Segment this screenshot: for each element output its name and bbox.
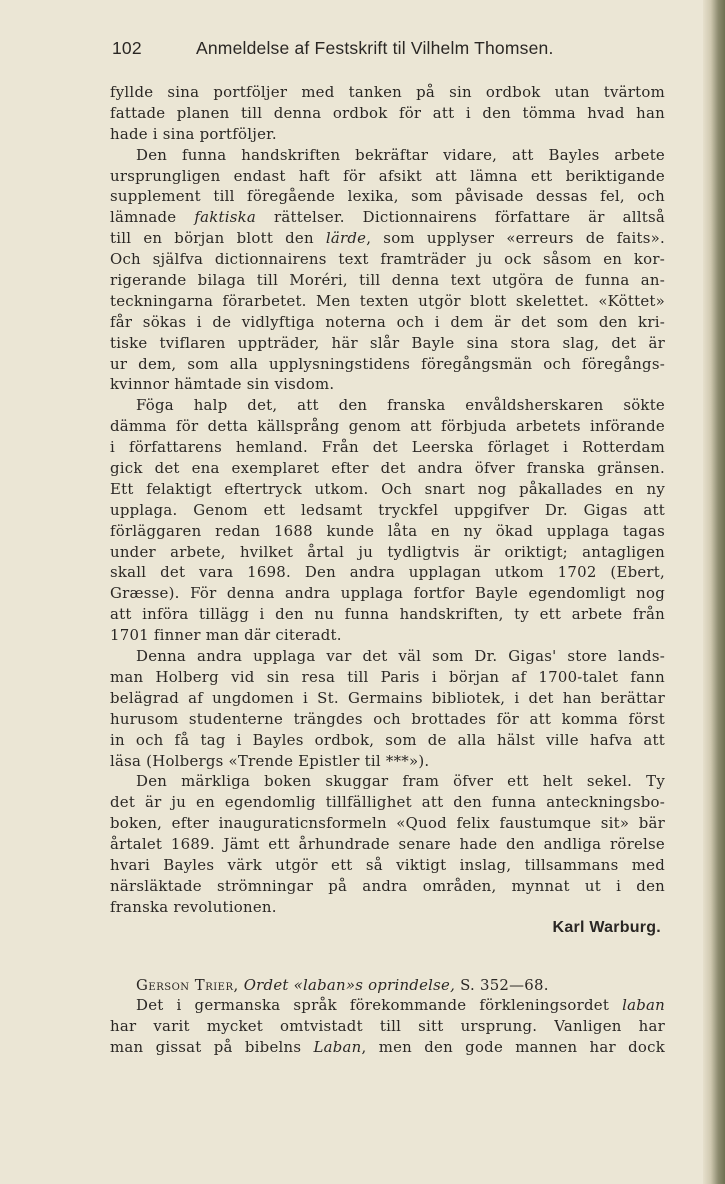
title-run: »s oprindelse, bbox=[345, 975, 456, 994]
text-line: att införa tillägg i den nu funna handskriften, ty ett arbete från bbox=[110, 605, 665, 624]
text-line: Denna andra upplaga var det väl som Dr. Gigas' store lands- bbox=[136, 647, 665, 666]
text-line: gick det ena exemplaret efter det andra öfver franska gränsen. bbox=[110, 459, 665, 478]
text-line: närsläktade strömningar på andra områden, mynnat ut i den bbox=[110, 876, 665, 895]
text-line: boken, efter inauguraticnsformeln «Quod felix faustumque sit» bär bbox=[110, 814, 665, 833]
text-line: Den märkliga boken skuggar fram öfver ett helt sekel. Ty bbox=[136, 772, 665, 791]
text-line: förläggaren redan 1688 kunde låta en ny ökad upplaga tagas bbox=[110, 521, 665, 540]
text-line: Græsse). För denna andra upplaga fortfor Bayle egendomligt nog bbox=[110, 584, 665, 603]
text-line: i författarens hemland. Från det Leerska förlaget i Rotterdam bbox=[110, 438, 665, 457]
section-gap bbox=[110, 939, 665, 975]
text-line bbox=[110, 1037, 665, 1058]
text-line: ur dem, som alla upplysningstidens föregångsmän och föregångs- bbox=[110, 354, 665, 373]
text-line: skall det vara 1698. Den andra upplagan utkom 1702 (Ebert, bbox=[110, 563, 665, 582]
text-line: under arbete, hvilket årtal ju tydligtvis är oriktigt; antagligen bbox=[110, 542, 665, 561]
text-line: Och själfva dictionnairens text framträder ju ock såsom en kor- bbox=[110, 250, 665, 269]
text-line: det är ju en egendomlig tillfällighet att den funna anteckningsbo- bbox=[110, 793, 665, 812]
title-run: Ordet « bbox=[243, 975, 303, 994]
text-line: dämma för detta källsprång genom att förbjuda arbetets införande bbox=[110, 417, 665, 436]
text-line: får sökas i de vidlyftiga noterna och i dem är det som den kri- bbox=[110, 312, 665, 331]
page-range: S. 352—68. bbox=[460, 975, 549, 994]
text-run: , men den gode mannen har dock bbox=[361, 1038, 665, 1057]
emphasis: laban bbox=[622, 996, 665, 1015]
text-line: tiske tviflaren uppträder, här slår Bayle sina stora slag, det är bbox=[110, 333, 665, 352]
text-line: Den funna handskriften bekräftar vidare, att Bayles arbete bbox=[136, 145, 665, 164]
title-run: laban bbox=[302, 975, 346, 994]
text-line: upplaga. Genom ett ledsamt tryckfel uppgifver Dr. Gigas att bbox=[110, 500, 665, 519]
text-line: hurusom studenterne trängdes och brottades för att komma först bbox=[110, 709, 665, 728]
running-title: Anmeldelse af Festskrift til Vilhelm Thomsen. bbox=[196, 38, 554, 58]
text-line: har varit mycket omtvistadt till sitt ursprung. Vanligen har bbox=[110, 1017, 665, 1036]
emphasis: faktiska bbox=[194, 208, 257, 227]
text-line: årtalet 1689. Jämt ett århundrade senare hade den andliga rörelse bbox=[110, 835, 665, 854]
text-line: man Holberg vid sin resa till Paris i början af 1700-talet fann bbox=[110, 667, 665, 686]
text-line: Föga halp det, att den franska envåldsherskaren sökte bbox=[136, 396, 665, 415]
text-run: Det i germanska språk förekommande förkleningsordet bbox=[136, 996, 623, 1015]
text-line bbox=[110, 207, 665, 228]
running-header bbox=[112, 38, 554, 59]
text-line: Ett felaktigt eftertryck utkom. Och snart nog påkallades en ny bbox=[110, 479, 665, 498]
text-line: fattade planen till denna ordbok för att i den tömma hvad han bbox=[110, 103, 665, 122]
text-line: ursprungligen endast haft för afsikt att lämna ett beriktigande bbox=[110, 166, 665, 185]
text-line bbox=[110, 228, 665, 249]
text-run: man gissat på bibelns bbox=[110, 1038, 314, 1057]
emphasis: Laban bbox=[313, 1038, 362, 1057]
text-line: läsa (Holbergs «Trende Epistler til ***»). bbox=[110, 751, 430, 770]
text-line bbox=[110, 995, 665, 1016]
text-run: rättelser. Dictionnairens författare är alltså bbox=[256, 208, 665, 227]
text-line: fyllde sina portföljer med tanken på sin ordbok utan tvärtom bbox=[110, 83, 665, 101]
page-number: 102 bbox=[112, 38, 142, 58]
emphasis: lärde bbox=[325, 229, 367, 248]
author-name: Gerson Trier, bbox=[136, 975, 239, 994]
text-run: till en början blott den bbox=[110, 229, 326, 248]
signature: Karl Warburg. bbox=[552, 918, 661, 936]
work-title bbox=[244, 976, 455, 994]
body-text bbox=[110, 82, 665, 1058]
text-line: hade i sina portföljer. bbox=[110, 124, 277, 143]
text-line: rigerande bilaga till Moréri, till denna text utgöra de funna an- bbox=[110, 271, 665, 290]
text-run: lämnade bbox=[110, 208, 195, 227]
text-line: hvari Bayles värk utgör ett så viktigt inslag, tillsammans med bbox=[110, 855, 665, 874]
text-line: franska revolutionen. bbox=[110, 897, 277, 916]
text-run: , som upplyser «erreurs de faits». bbox=[366, 229, 665, 248]
text-line: supplement till föregående lexika, som påvisade dessas fel, och bbox=[110, 187, 665, 206]
text-line: kvinnor hämtade sin visdom. bbox=[110, 375, 335, 394]
text-line: belägrad af ungdomen i St. Germains bibliotek, i det han berättar bbox=[110, 688, 665, 707]
text-line: 1701 finner man där citeradt. bbox=[110, 626, 342, 645]
text-line: in och få tag i Bayles ordbok, som de alla hälst ville hafva att bbox=[110, 730, 665, 749]
next-review-heading bbox=[110, 975, 665, 996]
text-line: teckningarna förarbetet. Men texten utgör blott skelettet. «Köttet» bbox=[110, 291, 665, 310]
